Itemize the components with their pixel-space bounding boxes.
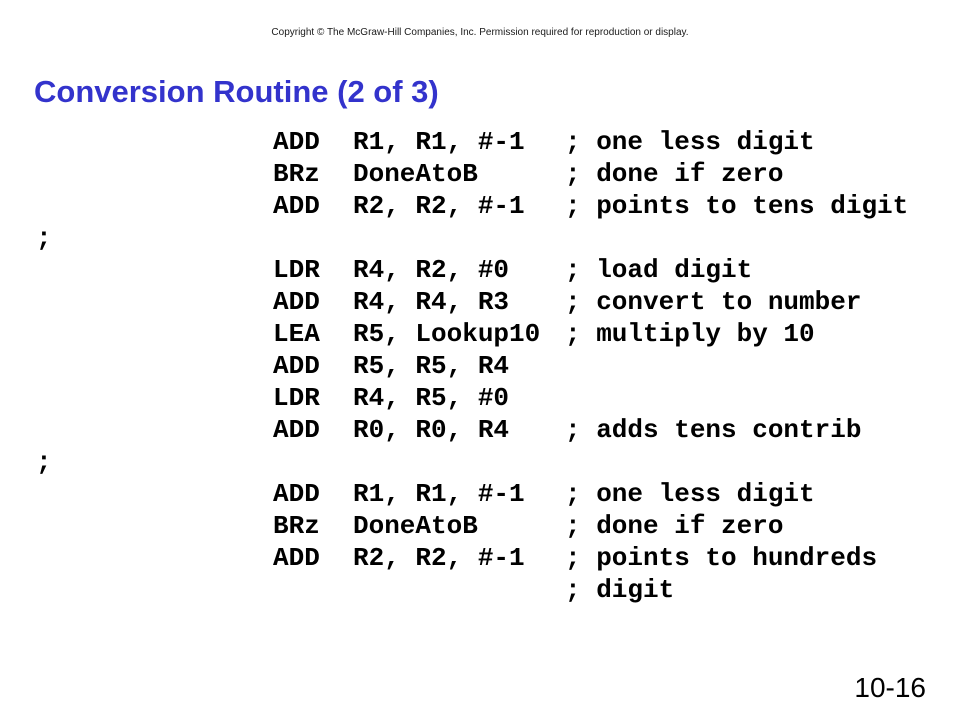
code-comment: ; points to hundreds <box>565 543 878 573</box>
code-opcode: ADD <box>273 287 320 317</box>
code-operands: R2, R2, #-1 <box>353 191 525 221</box>
code-line <box>0 510 960 542</box>
code-operands: R4, R4, R3 <box>353 287 510 317</box>
code-operands: R1, R1, #-1 <box>353 127 525 157</box>
code-line <box>0 414 960 446</box>
code-operands: R2, R2, #-1 <box>353 543 525 573</box>
code-line <box>0 542 960 574</box>
code-line <box>0 190 960 222</box>
code-line <box>0 158 960 190</box>
code-comment: ; done if zero <box>565 159 784 189</box>
code-comment: ; done if zero <box>565 511 784 541</box>
code-comment: ; one less digit <box>565 479 815 509</box>
copyright-notice: Copyright © The McGraw-Hill Companies, Inc. Permission required for reproduction or display. <box>271 27 689 38</box>
code-opcode: LDR <box>273 383 320 413</box>
code-line <box>0 318 960 350</box>
code-comment: ; multiply by 10 <box>565 319 815 349</box>
code-operands: R0, R0, R4 <box>353 415 510 445</box>
code-opcode: ADD <box>273 351 320 381</box>
code-line <box>0 286 960 318</box>
code-separator: ; <box>36 223 52 253</box>
code-opcode: ADD <box>273 191 320 221</box>
code-opcode: ADD <box>273 543 320 573</box>
code-opcode: LEA <box>273 319 320 349</box>
code-line <box>0 254 960 286</box>
code-line <box>0 126 960 158</box>
code-comment: ; one less digit <box>565 127 815 157</box>
code-line <box>0 350 960 382</box>
code-opcode: ADD <box>273 127 320 157</box>
code-opcode: ADD <box>273 479 320 509</box>
page-number: 10-16 <box>854 672 926 703</box>
slide-title: Conversion Routine (2 of 3) <box>34 74 439 109</box>
code-operands: R5, Lookup10 <box>353 319 541 349</box>
code-opcode: ADD <box>273 415 320 445</box>
code-comment: ; load digit <box>565 255 753 285</box>
code-separator-line <box>0 222 960 254</box>
code-comment: ; adds tens contrib <box>565 415 862 445</box>
code-operands: R4, R5, #0 <box>353 383 510 413</box>
code-opcode: BRz <box>273 159 320 189</box>
code-comment: ; convert to number <box>565 287 862 317</box>
code-line <box>0 382 960 414</box>
code-block <box>0 126 960 606</box>
code-separator-line <box>0 446 960 478</box>
code-operands: R5, R5, R4 <box>353 351 510 381</box>
code-comment: ; digit <box>565 575 675 605</box>
code-operands: DoneAtoB <box>353 511 478 541</box>
code-opcode: LDR <box>273 255 320 285</box>
code-opcode: BRz <box>273 511 320 541</box>
code-operands: R1, R1, #-1 <box>353 479 525 509</box>
code-separator: ; <box>36 447 52 477</box>
code-comment: ; points to tens digit <box>565 191 909 221</box>
code-operands: R4, R2, #0 <box>353 255 510 285</box>
code-operands: DoneAtoB <box>353 159 478 189</box>
code-line <box>0 574 960 606</box>
code-line <box>0 478 960 510</box>
